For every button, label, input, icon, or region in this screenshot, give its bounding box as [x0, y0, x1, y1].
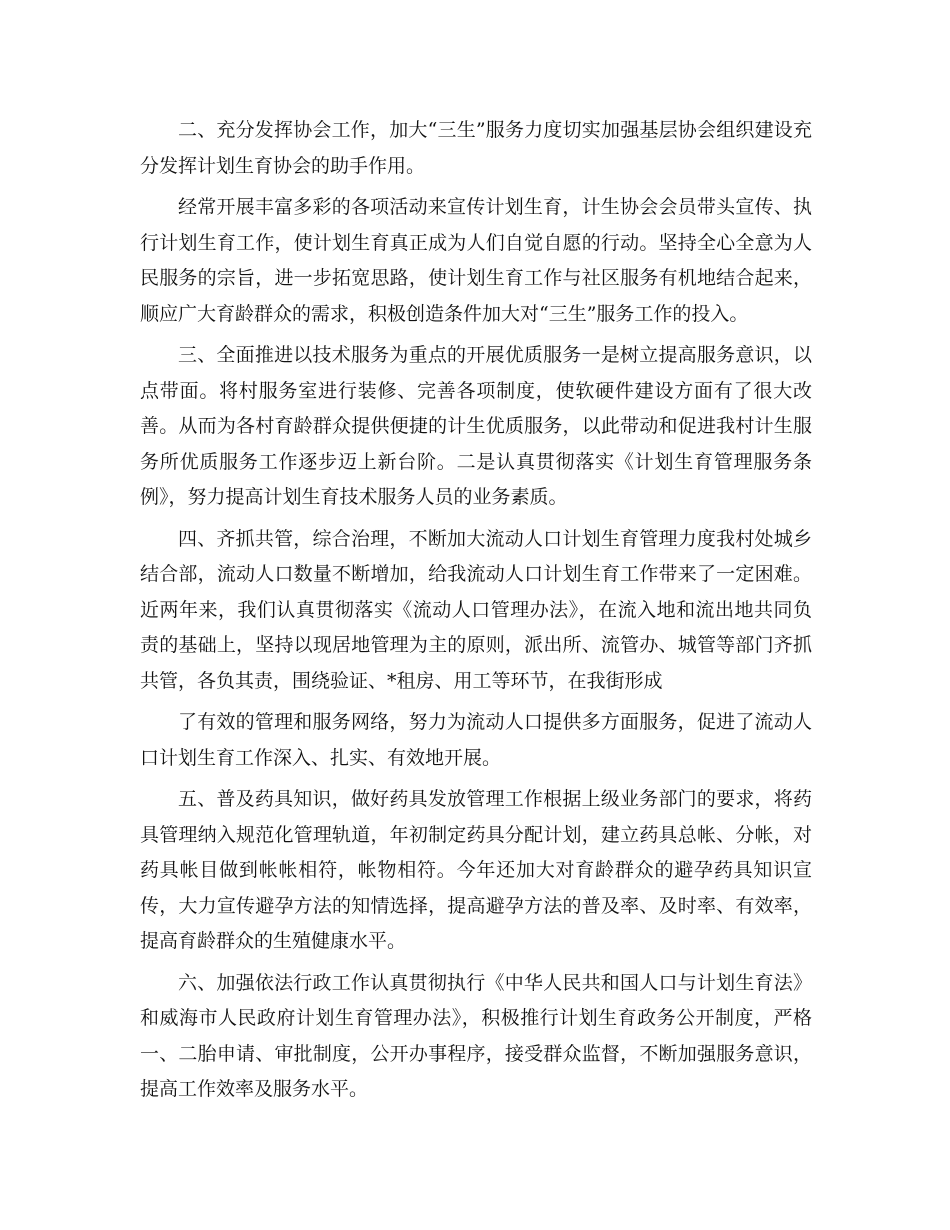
document-body — [140, 113, 812, 1114]
paragraph-floating-population: 四、齐抓共管，综合治理，不断加大流动人口计划生育管理力度我村处城乡结合部，流动人口数量不断增加，给我流动人口计划生育工作带来了一定困难。近两年来，我们认真贯彻落实《流动人口管理办法》，在流入地和流出地共同负责的基础上，坚持以现居地管理为主的原则，派出所、流管办、城管等部门齐抓共管，各负其责，围绕验证、*租房、用工等环节，在我街形成 — [140, 527, 812, 692]
paragraph-technical-service: 三、全面推进以技术服务为重点的开展优质服务一是树立提高服务意识，以点带面。将村服务室进行装修、完善各项制度，使软硬件建设方面有了很大改善。从而为各村育龄群众提供便捷的计生优质服务，以此带动和促进我村计生服务所优质服务工作逐步迈上新台阶。二是认真贯彻落实《计划生育管理服务条例》，努力提高计划生育技术服务人员的业务素质。 — [140, 344, 812, 508]
paragraph-service-network: 了有效的管理和服务网络，努力为流动人口提供多方面服务，促进了流动人口计划生育工作深入、扎实、有效地开展。 — [140, 711, 812, 769]
paragraph-lawful-administration: 六、加强依法行政工作认真贯彻执行《中华人民共和国人口与计划生育法》和威海市人民政府计划生育管理办法》，积极推行计划生育政务公开制度，严格一、二胎申请、审批制度，公开办事程序，接受群众监督，不断加强服务意识，提高工作效率及服务水平。 — [140, 971, 812, 1100]
paragraph-contraceptive-management: 五、普及药具知识，做好药具发放管理工作根据上级业务部门的要求，将药具管理纳入规范化管理轨道，年初制定药具分配计划，建立药具总帐、分帐，对药具帐目做到帐帐相符，帐物相符。今年还加大对育龄群众的避孕药具知识宣传，大力宣传避孕方法的知情选择，提高避孕方法的普及率、及时率、有效率，提高育龄群众的生殖健康水平。 — [140, 788, 812, 952]
paragraph-publicity-activities: 经常开展丰富多彩的各项活动来宣传计划生育，计生协会会员带头宣传、执行计划生育工作，使计划生育真正成为人们自觉自愿的行动。坚持全心全意为人民服务的宗旨，进一步拓宽思路，使计划生育工作与社区服务有机地结合起来，顺应广大育龄群众的需求，积极创造条件加大对“三生”服务工作的投入。 — [140, 196, 812, 325]
paragraph-association-work: 二、充分发挥协会工作，加大“三生”服务力度切实加强基层协会组织建设充分发挥计划生育协会的助手作用。 — [140, 119, 812, 177]
